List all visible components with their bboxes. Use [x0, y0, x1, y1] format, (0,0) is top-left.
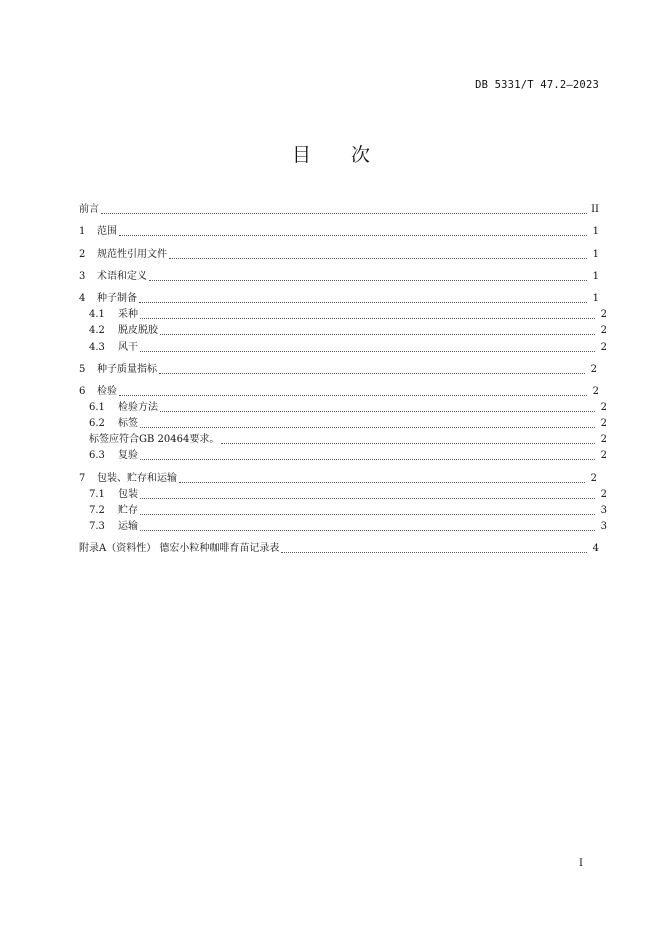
toc-entry-number: 4.3 — [89, 341, 105, 353]
toc-leader-dots — [140, 530, 595, 531]
toc-entry-page: 2 — [600, 450, 607, 462]
toc-entry-number: 4.2 — [89, 325, 105, 337]
toc-entry-page: 3 — [600, 504, 607, 516]
toc-entry-title: 种子制备 — [97, 293, 137, 305]
toc-leader-dots — [140, 427, 595, 428]
toc-entry-title: 复验 — [118, 450, 138, 462]
toc-leader-dots — [179, 482, 585, 483]
toc-entry-title: 规范性引用文件 — [97, 248, 167, 260]
toc-entry-number: 7.2 — [89, 504, 105, 516]
toc-leader-dots — [119, 395, 587, 396]
toc-entry-number: 4.1 — [89, 309, 105, 321]
toc-entry-number: 1 — [79, 226, 86, 238]
toc-leader-dots — [140, 498, 595, 499]
toc-leader-dots — [140, 514, 595, 515]
toc-leader-dots — [149, 280, 587, 281]
toc-entry[interactable] — [79, 306, 607, 322]
toc-entry[interactable] — [79, 223, 599, 239]
toc-entry-number: 6 — [79, 386, 86, 398]
toc-entry-number: 6.2 — [89, 418, 105, 430]
toc-entry-title: 脱皮脱胶 — [118, 325, 158, 337]
toc-entry[interactable] — [79, 338, 607, 354]
toc-leader-dots — [221, 443, 595, 444]
toc-leader-dots — [119, 235, 587, 236]
page-title: 目 次 — [291, 144, 371, 166]
toc-entry-page: 3 — [600, 521, 607, 532]
toc-entry[interactable] — [79, 322, 607, 338]
toc-entry-number: 7.3 — [89, 521, 105, 532]
toc-entry-number: 4 — [79, 293, 86, 305]
toc-entry-page: 4 — [592, 543, 599, 555]
toc-leader-dots — [281, 552, 587, 553]
toc-entry-title: 范围 — [97, 226, 117, 238]
toc-entry-title: 包装 — [118, 488, 138, 500]
toc-entry-title: 运输 — [118, 521, 138, 532]
toc-entry-page: 1 — [592, 270, 599, 282]
toc-leader-dots — [140, 459, 595, 460]
toc-entry[interactable] — [79, 415, 607, 431]
toc-entry-title: 贮存 — [118, 504, 138, 516]
toc-entry-title: 检验方法 — [118, 402, 158, 414]
toc-entry[interactable] — [79, 431, 607, 447]
toc-entry-number: 2 — [79, 248, 86, 260]
toc-entry-page: 1 — [592, 226, 599, 238]
toc-entry-page: 1 — [592, 293, 599, 305]
toc-entry-title: 风干 — [118, 341, 138, 353]
toc-entry[interactable] — [79, 201, 599, 217]
toc-entry[interactable] — [79, 518, 607, 534]
toc-entry-page: 2 — [600, 325, 607, 337]
toc-entry-page: 2 — [590, 363, 597, 375]
toc-entry-title: 前言 — [79, 204, 99, 216]
toc-entry[interactable] — [79, 502, 607, 518]
toc-entry[interactable] — [79, 268, 599, 284]
toc-entry[interactable] — [79, 486, 607, 502]
toc-entry[interactable] — [79, 361, 597, 377]
toc-entry[interactable] — [79, 540, 599, 556]
toc-entry[interactable] — [79, 290, 599, 306]
toc-entry-page: 2 — [600, 341, 607, 353]
toc-entry-page: 2 — [600, 402, 607, 414]
toc-leader-dots — [140, 351, 595, 352]
toc-entry-title: 标签应符合GB 20464要求。 — [89, 434, 220, 446]
toc-entry-title: 种子质量指标 — [97, 363, 157, 375]
toc-entry-page: 2 — [600, 434, 607, 446]
toc-entry-page: 2 — [592, 386, 599, 398]
toc-entry-number: 6.1 — [89, 402, 105, 414]
toc-entry[interactable] — [79, 399, 607, 415]
standard-code: DB 5331/T 47.2—2023 — [475, 79, 599, 91]
toc-leader-dots — [160, 334, 595, 335]
toc-entry-number: 7 — [79, 472, 86, 484]
page-number: I — [579, 858, 583, 869]
toc-leader-dots — [160, 411, 595, 412]
toc-entry-page: 2 — [600, 488, 607, 500]
toc-entry-page: 2 — [600, 309, 607, 321]
toc-entry-title: 检验 — [97, 386, 117, 398]
toc-entry-number: 7.1 — [89, 488, 105, 500]
toc-entry-page: 2 — [600, 418, 607, 430]
toc-leader-dots — [159, 373, 585, 374]
toc-entry-title: 采种 — [118, 309, 138, 321]
toc-entry-page: II — [591, 204, 599, 216]
toc-leader-dots — [169, 258, 587, 259]
toc-entry-title: 术语和定义 — [97, 270, 147, 282]
toc-entry[interactable] — [79, 383, 599, 399]
toc-leader-dots — [140, 318, 595, 319]
toc-entry-number: 5 — [79, 363, 86, 375]
toc-entry-number: 3 — [79, 270, 86, 282]
table-of-contents — [79, 201, 607, 556]
toc-entry-number: 6.3 — [89, 450, 105, 462]
toc-entry[interactable] — [79, 470, 597, 486]
toc-entry-page: 2 — [590, 472, 597, 484]
toc-entry-title: 附录A（资料性） 德宏小粒种咖啡育苗记录表 — [79, 543, 280, 555]
toc-entry-title: 包装、贮存和运输 — [97, 472, 177, 484]
toc-leader-dots — [139, 302, 587, 303]
toc-entry[interactable] — [79, 447, 607, 463]
toc-entry[interactable] — [79, 246, 599, 262]
toc-entry-page: 1 — [592, 248, 599, 260]
toc-leader-dots — [101, 213, 587, 214]
toc-entry-title: 标签 — [118, 418, 138, 430]
